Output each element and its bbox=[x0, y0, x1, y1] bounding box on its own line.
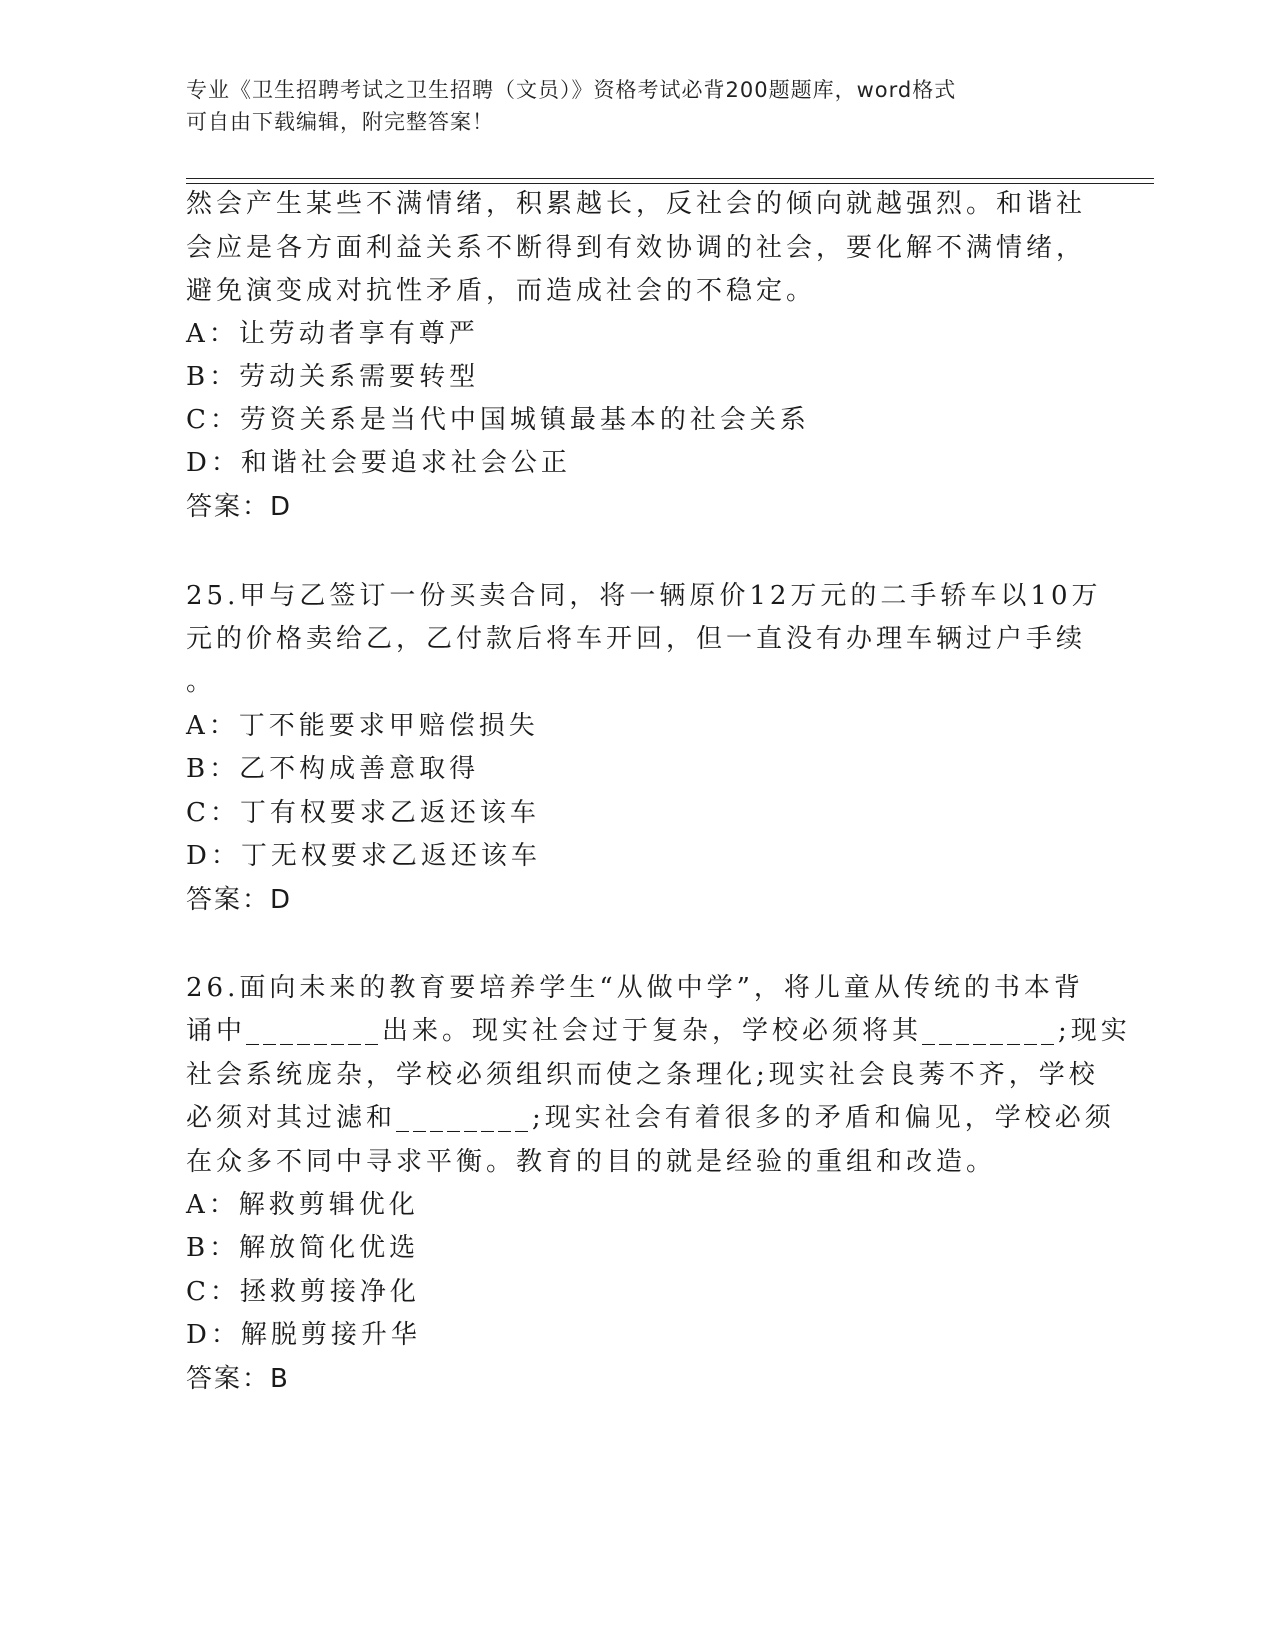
question-text-line: 在众多不同中寻求平衡。教育的目的就是经验的重组和改造。 bbox=[186, 1147, 997, 1177]
header-rule-top bbox=[186, 178, 1154, 179]
header-rule-bottom bbox=[186, 183, 1154, 184]
option-d: D：丁无权要求乙返还该车 bbox=[186, 841, 541, 871]
page-header bbox=[186, 74, 1066, 138]
option-c: C：劳资关系是当代中国城镇最基本的社会关系 bbox=[186, 405, 810, 435]
option-b: B：乙不构成善意取得 bbox=[186, 754, 480, 784]
question-text-line: 25.甲与乙签订一份买卖合同，将一辆原价12万元的二手轿车以10万 bbox=[186, 581, 1102, 611]
option-d: D：解脱剪接升华 bbox=[186, 1320, 421, 1350]
header-line-1: 专业《卫生招聘考试之卫生招聘（文员）》资格考试必背200题题库，word格式 bbox=[186, 78, 957, 102]
question-text-line: 然会产生某些不满情绪，积累越长，反社会的倾向就越强烈。和谐社 bbox=[186, 189, 1087, 219]
answer-label: 答案：D bbox=[186, 885, 293, 915]
question-text-line: 26.面向未来的教育要培养学生“从做中学”，将儿童从传统的书本背 bbox=[186, 973, 1084, 1003]
option-a: A：丁不能要求甲赔偿损失 bbox=[186, 711, 539, 741]
option-c: C：丁有权要求乙返还该车 bbox=[186, 798, 540, 828]
question-text-line: 会应是各方面利益关系不断得到有效协调的社会，要化解不满情绪， bbox=[186, 233, 1087, 263]
question-text-line: 诵中________出来。现实社会过于复杂，学校必须将其________;现实 bbox=[186, 1016, 1131, 1046]
question-text-line: 必须对其过滤和________;现实社会有着很多的矛盾和偏见，学校必须 bbox=[186, 1103, 1115, 1133]
option-b: B：劳动关系需要转型 bbox=[186, 362, 480, 392]
option-c: C：拯救剪接净化 bbox=[186, 1277, 420, 1307]
question-text-line: 社会系统庞杂，学校必须组织而使之条理化;现实社会良莠不齐，学校 bbox=[186, 1060, 1099, 1090]
option-d: D：和谐社会要追求社会公正 bbox=[186, 448, 571, 478]
answer-label: 答案：B bbox=[186, 1364, 290, 1394]
question-text-line: 避免演变成对抗性矛盾，而造成社会的不稳定。 bbox=[186, 276, 817, 306]
option-a: A：让劳动者享有尊严 bbox=[186, 319, 479, 349]
question-text-line: 。 bbox=[186, 667, 217, 697]
question-text-line: 元的价格卖给乙，乙付款后将车开回，但一直没有办理车辆过户手续 bbox=[186, 624, 1087, 654]
header-line-2: 可自由下载编辑，附完整答案！ bbox=[186, 110, 494, 134]
answer-label: 答案：D bbox=[186, 492, 293, 522]
option-a: A：解救剪辑优化 bbox=[186, 1190, 419, 1220]
option-b: B：解放简化优选 bbox=[186, 1233, 420, 1263]
